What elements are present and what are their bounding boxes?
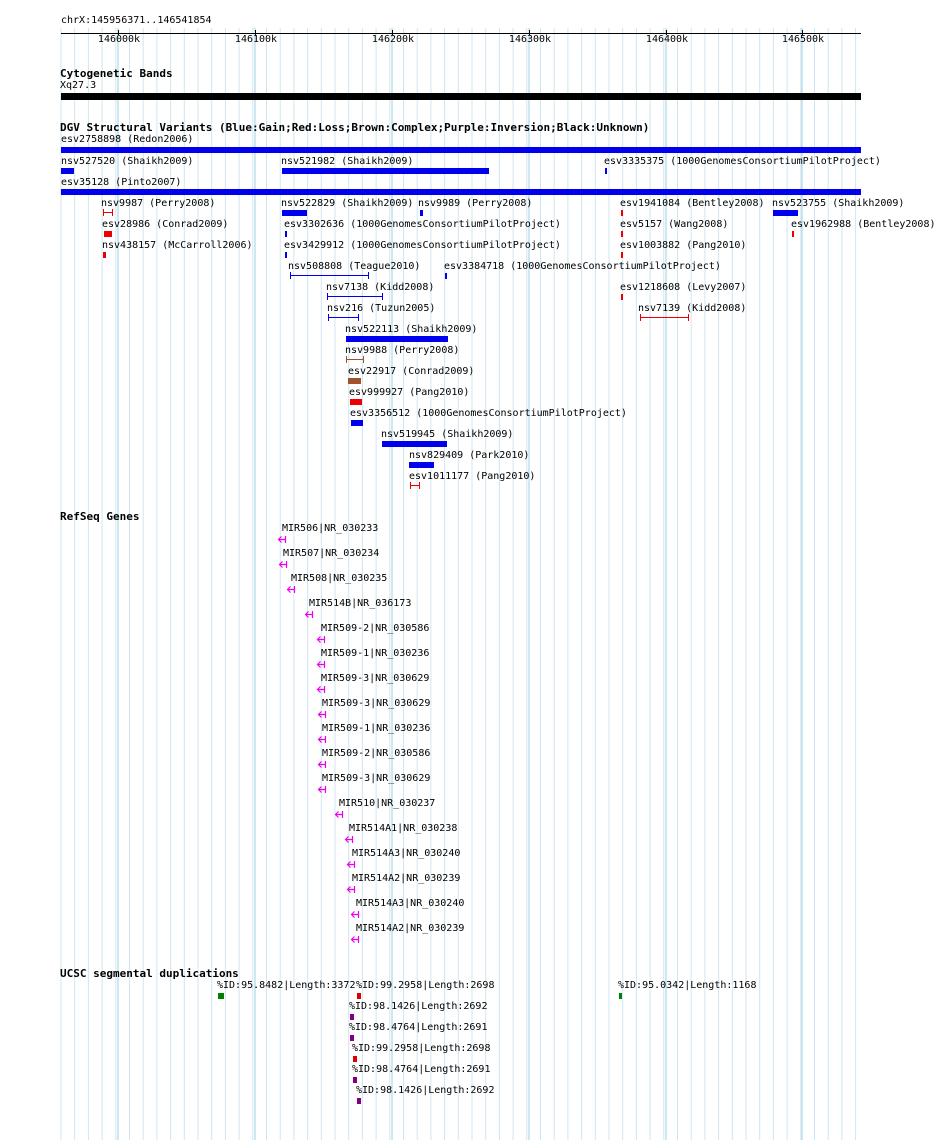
location-label: chrX:145956371..146541854 (61, 15, 212, 26)
gene-label[interactable]: MIR514A3|NR_030240 (352, 848, 461, 859)
ruler-tick-label: 146400k (645, 34, 689, 45)
feature-end-cap (327, 293, 328, 300)
segdup-glyph[interactable] (353, 1056, 357, 1062)
dgv-feature-glyph[interactable] (621, 210, 623, 216)
dgv-feature-label[interactable]: nsv519945 (Shaikh2009) (381, 429, 514, 440)
gene-arrow-left-icon[interactable] (344, 835, 353, 844)
gene-label[interactable]: MIR509-1|NR_030236 (322, 723, 431, 734)
dgv-feature-label[interactable]: nsv216 (Tuzun2005) (327, 303, 436, 314)
dgv-feature-glyph[interactable] (103, 252, 106, 258)
segdup-label[interactable]: %ID:99.2958|Length:2698 (356, 980, 495, 991)
dgv-feature-label[interactable]: esv1003882 (Pang2010) (620, 240, 747, 251)
gene-label[interactable]: MIR506|NR_030233 (282, 523, 379, 534)
feature-end-cap (103, 209, 104, 216)
gene-arrow-left-icon[interactable] (317, 785, 326, 794)
dgv-feature-glyph[interactable] (351, 420, 363, 426)
segdup-glyph[interactable] (353, 1077, 357, 1083)
segdup-label[interactable]: %ID:98.1426|Length:2692 (349, 1001, 488, 1012)
dgv-feature-label[interactable]: esv35128 (Pinto2007) (61, 177, 182, 188)
dgv-feature-label[interactable]: nsv7139 (Kidd2008) (638, 303, 747, 314)
segdup-glyph[interactable] (619, 993, 622, 999)
dgv-feature-label[interactable]: esv2758898 (Redon2006) (61, 134, 194, 145)
dgv-feature-glyph[interactable] (282, 168, 489, 174)
dgv-feature-label[interactable]: nsv523755 (Shaikh2009) (772, 198, 905, 209)
feature-end-cap (363, 356, 364, 363)
gene-label[interactable]: MIR514A2|NR_030239 (356, 923, 465, 934)
dgv-feature-glyph[interactable] (346, 336, 448, 342)
band-label: Xq27.3 (60, 80, 97, 91)
dgv-feature-label[interactable]: esv28986 (Conrad2009) (102, 219, 229, 230)
segdup-glyph[interactable] (350, 1014, 354, 1020)
dgv-feature-label[interactable]: esv3302636 (1000GenomesConsortiumPilotProject) (284, 219, 561, 230)
dgv-feature-glyph[interactable] (285, 231, 287, 237)
dgv-feature-label[interactable]: esv5157 (Wang2008) (620, 219, 729, 230)
dgv-feature-glyph[interactable] (621, 294, 623, 300)
dgv-feature-label[interactable]: nsv9988 (Perry2008) (345, 345, 460, 356)
segdup-glyph[interactable] (350, 1035, 354, 1041)
dgv-feature-glyph[interactable] (409, 462, 434, 468)
gene-arrow-left-icon[interactable] (350, 935, 359, 944)
gene-arrow-left-icon[interactable] (304, 610, 313, 619)
segdup-glyph[interactable] (357, 993, 361, 999)
track-title-refseq[interactable]: RefSeq Genes (60, 510, 140, 523)
dgv-feature-glyph[interactable] (285, 252, 287, 258)
gene-arrow-left-icon[interactable] (317, 760, 326, 769)
dgv-feature-glyph[interactable] (104, 231, 112, 237)
feature-end-cap (328, 314, 329, 321)
gene-label[interactable]: MIR509-3|NR_030629 (321, 673, 430, 684)
dgv-feature-label[interactable]: esv1011177 (Pang2010) (409, 471, 536, 482)
dgv-feature-label[interactable]: esv3356512 (1000GenomesConsortiumPilotProject) (350, 408, 627, 419)
gene-arrow-left-icon[interactable] (316, 685, 325, 694)
gene-arrow-left-icon[interactable] (346, 885, 355, 894)
gene-arrow-left-icon[interactable] (317, 710, 326, 719)
dgv-feature-glyph[interactable] (61, 189, 861, 195)
cytoband-xq27-3[interactable] (61, 93, 861, 100)
feature-end-cap (368, 272, 369, 279)
dgv-feature-glyph[interactable] (621, 252, 623, 258)
ruler-axis (61, 33, 861, 34)
dgv-feature-glyph[interactable] (410, 485, 420, 486)
feature-end-cap (640, 314, 641, 321)
feature-end-cap (419, 482, 420, 489)
gene-label[interactable]: MIR509-2|NR_030586 (321, 623, 430, 634)
dgv-feature-glyph[interactable] (103, 212, 113, 213)
gene-label[interactable]: MIR514B|NR_036173 (309, 598, 412, 609)
feature-end-cap (382, 293, 383, 300)
feature-end-cap (290, 272, 291, 279)
segdup-label[interactable]: %ID:95.8482|Length:3372 (217, 980, 356, 991)
ruler-tick-label: 146500k (781, 34, 825, 45)
dgv-feature-glyph[interactable] (420, 210, 423, 216)
dgv-feature-glyph[interactable] (348, 378, 361, 384)
dgv-feature-label[interactable]: esv999927 (Pang2010) (349, 387, 470, 398)
gene-label[interactable]: MIR514A3|NR_030240 (356, 898, 465, 909)
dgv-feature-label[interactable]: esv22917 (Conrad2009) (348, 366, 475, 377)
dgv-feature-glyph[interactable] (327, 296, 383, 297)
dgv-feature-label[interactable]: esv1941084 (Bentley2008) (620, 198, 765, 209)
feature-end-cap (346, 356, 347, 363)
dgv-feature-glyph[interactable] (61, 168, 74, 174)
dgv-feature-label[interactable]: nsv522113 (Shaikh2009) (345, 324, 478, 335)
segdup-label[interactable]: %ID:99.2958|Length:2698 (352, 1043, 491, 1054)
feature-end-cap (112, 209, 113, 216)
dgv-feature-glyph[interactable] (61, 147, 861, 153)
dgv-feature-label[interactable]: nsv522829 (Shaikh2009) (281, 198, 414, 209)
gene-label[interactable]: MIR514A2|NR_030239 (352, 873, 461, 884)
gene-label[interactable]: MIR507|NR_030234 (283, 548, 380, 559)
segdup-label[interactable]: %ID:98.1426|Length:2692 (356, 1085, 495, 1096)
dgv-feature-label[interactable]: esv3335375 (1000GenomesConsortiumPilotProject) (604, 156, 881, 167)
dgv-feature-label[interactable]: nsv7138 (Kidd2008) (326, 282, 435, 293)
dgv-feature-label[interactable]: nsv9989 (Perry2008) (418, 198, 533, 209)
dgv-feature-glyph[interactable] (773, 210, 798, 216)
dgv-feature-glyph[interactable] (328, 317, 359, 318)
gene-arrow-left-icon[interactable] (286, 585, 295, 594)
dgv-feature-label[interactable]: esv1962988 (Bentley2008) (791, 219, 936, 230)
dgv-feature-glyph[interactable] (382, 441, 447, 447)
dgv-feature-label[interactable]: esv3384718 (1000GenomesConsortiumPilotProject) (444, 261, 721, 272)
dgv-feature-glyph[interactable] (605, 168, 607, 174)
gene-arrow-left-icon[interactable] (350, 910, 359, 919)
segdup-glyph[interactable] (357, 1098, 361, 1104)
ruler-tick-label: 146000k (97, 34, 141, 45)
ruler-tick-label: 146300k (508, 34, 552, 45)
dgv-feature-label[interactable]: nsv527520 (Shaikh2009) (61, 156, 194, 167)
gene-arrow-left-icon[interactable] (316, 660, 325, 669)
gene-label[interactable]: MIR508|NR_030235 (291, 573, 388, 584)
gene-arrow-left-icon[interactable] (346, 860, 355, 869)
dgv-feature-glyph[interactable] (792, 231, 794, 237)
dgv-feature-label[interactable]: nsv438157 (McCarroll2006) (102, 240, 253, 251)
gene-label[interactable]: MIR514A1|NR_030238 (349, 823, 458, 834)
segdup-glyph[interactable] (218, 993, 224, 999)
dgv-feature-glyph[interactable] (445, 273, 447, 279)
dgv-feature-label[interactable]: nsv829409 (Park2010) (409, 450, 530, 461)
dgv-feature-label[interactable]: esv3429912 (1000GenomesConsortiumPilotProject) (284, 240, 561, 251)
gene-arrow-left-icon[interactable] (277, 535, 286, 544)
dgv-feature-glyph[interactable] (350, 399, 362, 405)
segdup-label[interactable]: %ID:98.4764|Length:2691 (349, 1022, 488, 1033)
dgv-feature-glyph[interactable] (346, 359, 364, 360)
track-title-segdups[interactable]: UCSC segmental duplications (60, 967, 239, 980)
dgv-feature-glyph[interactable] (621, 231, 623, 237)
dgv-feature-glyph[interactable] (290, 275, 369, 276)
track-title-dgv[interactable]: DGV Structural Variants (Blue:Gain;Red:Loss;Brown:Complex;Purple:Inversion;Black:Unknown) (60, 121, 650, 134)
track-title-cytobands[interactable]: Cytogenetic Bands (60, 67, 173, 80)
gene-label[interactable]: MIR509-2|NR_030586 (322, 748, 431, 759)
segdup-label[interactable]: %ID:95.0342|Length:1168 (618, 980, 757, 991)
ruler-tick-label: 146100k (234, 34, 278, 45)
gene-label[interactable]: MIR510|NR_030237 (339, 798, 436, 809)
dgv-feature-label[interactable]: nsv9987 (Perry2008) (101, 198, 216, 209)
gene-arrow-left-icon[interactable] (278, 560, 287, 569)
ruler-tick-label: 146200k (371, 34, 415, 45)
gene-label[interactable]: MIR509-3|NR_030629 (322, 773, 431, 784)
gene-label[interactable]: MIR509-1|NR_030236 (321, 648, 430, 659)
dgv-feature-label[interactable]: nsv508808 (Teague2010) (288, 261, 421, 272)
dgv-feature-label[interactable]: esv1218608 (Levy2007) (620, 282, 747, 293)
gene-arrow-left-icon[interactable] (316, 635, 325, 644)
gene-arrow-left-icon[interactable] (317, 735, 326, 744)
feature-end-cap (410, 482, 411, 489)
feature-end-cap (358, 314, 359, 321)
gene-label[interactable]: MIR509-3|NR_030629 (322, 698, 431, 709)
dgv-feature-glyph[interactable] (640, 317, 689, 318)
segdup-label[interactable]: %ID:98.4764|Length:2691 (352, 1064, 491, 1075)
feature-end-cap (688, 314, 689, 321)
gene-arrow-left-icon[interactable] (334, 810, 343, 819)
dgv-feature-glyph[interactable] (282, 210, 307, 216)
dgv-feature-label[interactable]: nsv521982 (Shaikh2009) (281, 156, 414, 167)
